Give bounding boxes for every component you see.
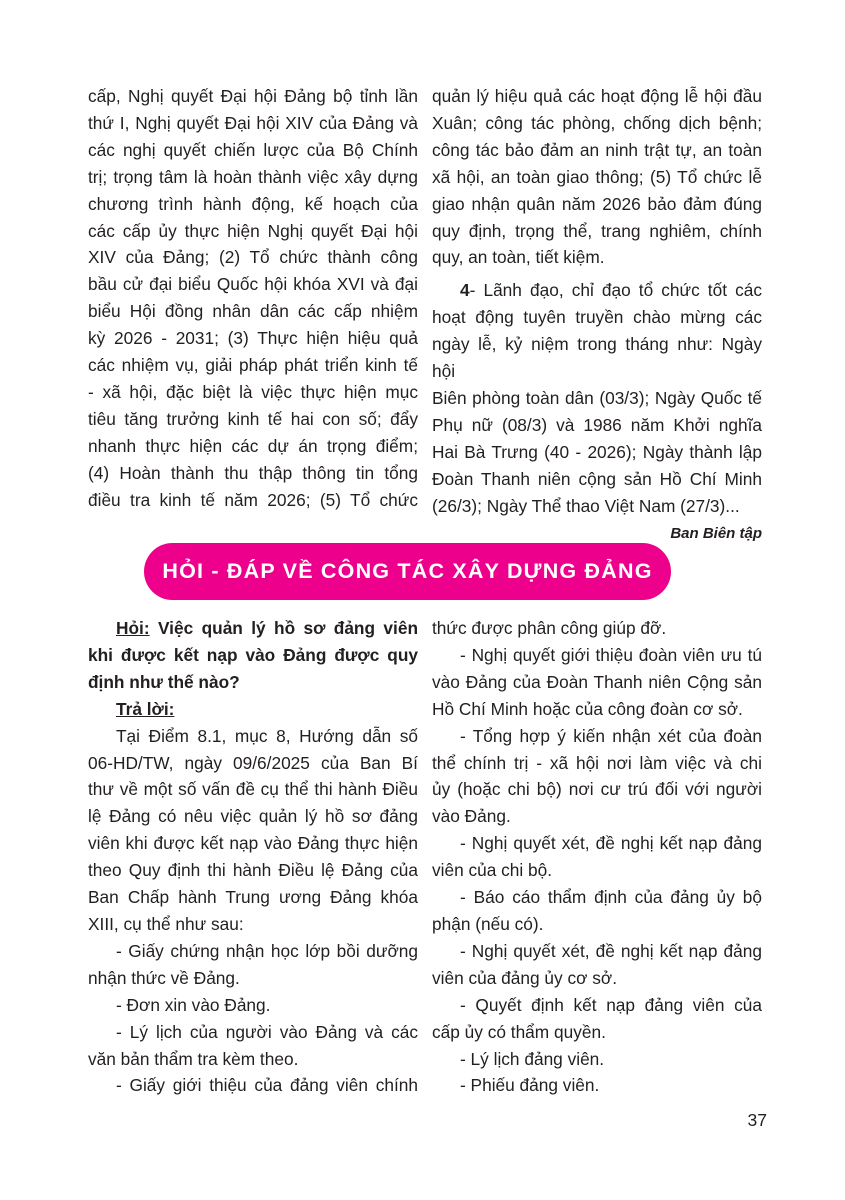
list-item: - Tổng hợp ý kiến nhận xét của đoàn thể chính trị - xã hội nơi làm việc và chi ủy (hoặc chi bộ) nơi cư trú đối với người vào Đảng. <box>432 725 762 827</box>
list-item: - Nghị quyết xét, đề nghị kết nạp đảng viên của đảng ủy cơ sở. <box>432 940 762 988</box>
list-item: - Đơn xin vào Đảng. <box>116 994 271 1015</box>
list-item: - Phiếu đảng viên. <box>460 1075 600 1096</box>
list-item: - Quyết định kết nạp đảng viên của cấp ủy có thẩm quyền. <box>432 994 762 1042</box>
question-label: Hỏi: <box>116 618 150 638</box>
list-item-continuation: thức được phân công giúp đỡ. <box>432 618 667 638</box>
top-right-column <box>432 83 762 544</box>
list-item: - Giấy giới thiệu của đảng viên chính <box>116 1075 418 1096</box>
list-item: - Nghị quyết xét, đề nghị kết nạp đảng viên của chi bộ. <box>432 833 762 881</box>
top-left-column <box>88 83 418 514</box>
item-4-number: 4 <box>460 280 470 301</box>
qa-left-column <box>88 615 418 1099</box>
answer-intro: Tại Điểm 8.1, mục 8, Hướng dẫn số 06-HD/TW, ngày 09/6/2025 của Ban Bí thư về một số vấn đề cụ thể thi hành Điều lệ Đảng có nêu việc quản lý hồ sơ đảng viên khi được kết nạp vào Đảng thực hiện theo Quy định thi hành Điều lệ Đảng của Ban Chấp hành Trung ương Đảng khóa XIII, cụ thể như sau: <box>88 725 418 934</box>
list-item: - Nghị quyết giới thiệu đoàn viên ưu tú vào Đảng của Đoàn Thanh niên Cộng sản Hồ Chí Minh hoặc của công đoàn cơ sở. <box>432 644 762 719</box>
list-item: - Báo cáo thẩm định của đảng ủy bộ phận (nếu có). <box>432 887 762 934</box>
section-banner <box>144 543 671 600</box>
answer-label-row <box>88 696 418 723</box>
page-number: 37 <box>747 1110 767 1130</box>
list-item: - Giấy chứng nhận học lớp bồi dưỡng nhận thức về Đảng. <box>88 940 418 988</box>
continued-paragraph-right: quản lý hiệu quả các hoạt động lễ hội đầu Xuân; công tác phòng, chống dịch bệnh; công tác bảo đảm an ninh trật tự, an toàn xã hội, an toàn giao thông; (5) Tổ chức lễ giao nhận quân năm 2026 bảo đảm đúng quy định, trọng thể, trang nghiêm, chính quy, an toàn, tiết kiệm. <box>432 86 762 268</box>
continued-paragraph: cấp, Nghị quyết Đại hội Đảng bộ tỉnh lần thứ I, Nghị quyết Đại hội XIV của Đảng và các nghị quyết chiến lược của Bộ Chính trị; trọng tâm là hoàn thành việc xây dựng chương trình hành động, kế hoạch của các cấp ủy thực hiện Nghị quyết Đại hội XIV của Đảng; (2) Tổ chức thành công bầu cử đại biểu Quốc hội khóa XVI và đại biểu Hội đồng nhân dân các cấp nhiệm kỳ 2026 - 2031; (3) Thực hiện hiệu quả các nhiệm vụ, giải pháp phát triển kinh tế - xã hội, đặc biệt là việc thực hiện mục tiêu tăng trưởng kinh tế hai con số; đẩy nhanh thực hiện các dự án trọng điểm; (4) Hoàn thành thu thập thông tin tổng điều tra kinh tế năm 2026; (5) Tổ chức <box>88 86 418 510</box>
item-4-paragraph: 4- Lãnh đạo, chỉ đạo tổ chức tốt các hoạt động tuyên truyền chào mừng các ngày lễ, kỷ niệm trong tháng như: Ngày hội Biên phòng toàn dân (03/3); Ngày Quốc tế Phụ nữ (08/3) và 1986 năm Khởi nghĩa Hai Bà Trưng (40 - 2026); Ngày thành lập Đoàn Thanh niên cộng sản Hồ Chí Minh (26/3); Ngày Thể thao Việt Nam (27/3)... <box>432 280 762 516</box>
signature: Ban Biên tập <box>670 524 762 542</box>
list-item: - Lý lịch đảng viên. <box>460 1048 605 1069</box>
list-item: - Lý lịch của người vào Đảng và các văn bản thẩm tra kèm theo. <box>88 1021 418 1069</box>
section-title: HỎI - ĐÁP VỀ CÔNG TÁC XÂY DỰNG ĐẢNG <box>162 559 653 583</box>
answer-label: Trả lời: <box>116 698 175 719</box>
question: Hỏi: Việc quản lý hồ sơ đảng viên khi được kết nạp vào Đảng được quy định như thế nào? <box>88 618 418 692</box>
qa-right-column <box>432 615 762 1099</box>
